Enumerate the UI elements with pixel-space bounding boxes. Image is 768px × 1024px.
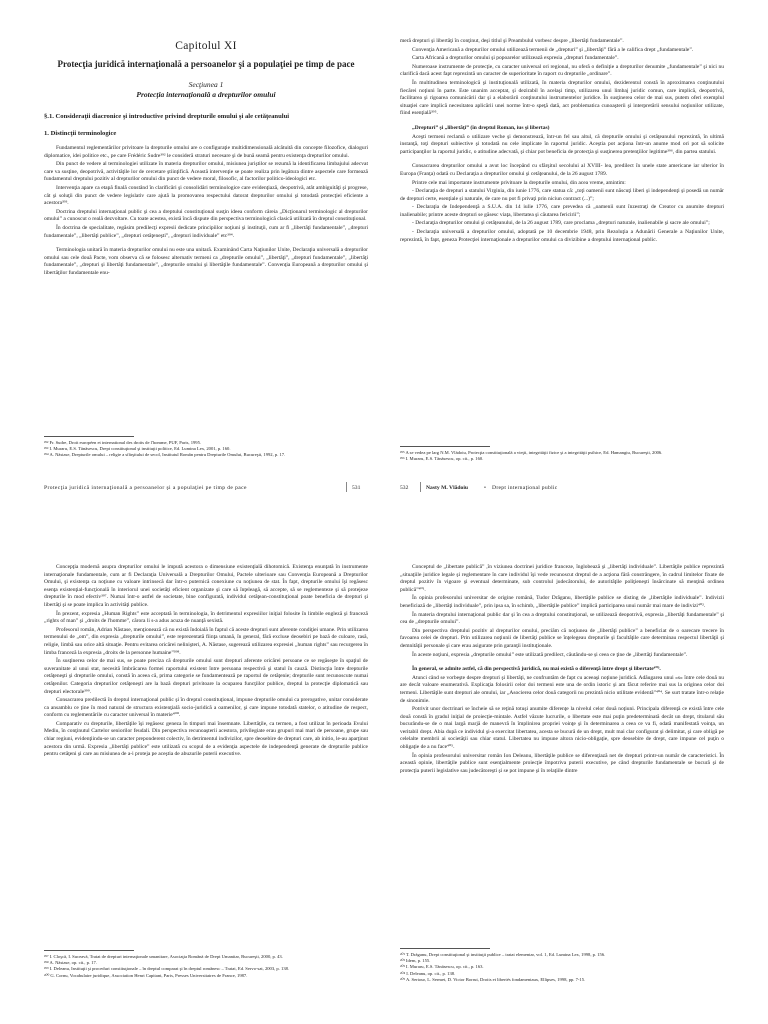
paragraph: În multitudinea terminologică şi instituţională utilizată, în materia drepturilor omului, deziderentul constă în aproximarea conţinutului fiecărei noţiuni în parte. Este unanim acceptat, şi dezirabil în acelaşi timp, utilizarea unui limbaj juridic comun, care implică, deopotrivă, facilitarea şi rigoarea comunicării dar şi a elaborării conţinutului instrumentelor juridice. În susţinerea celor de mai sus, putem oferi exemplul situaţiei care implică necesitatea aplicării unei norme într-o speţă dată, act problematica cunoaşterii şi interpretării sensului noţiunilor utilizate, fiind esenţială³⁹⁵. [400,79,724,117]
paragraph: Conceptul de „libertate publică” ,în viziunea doctrinei juridice franceze, înglobează şi „libertăţi individuale”. Libertăţile publice reprezintă „situaţiile juridice legale şi reglementare în care individul îşi vede recunoscut dreptul de a acţiona fără constrângere, în cadrul limitelor fixate de dreptul pozitiv în vigoare şi eventual determinate, sub controlul judecătorului, de autorităţile poliţieneşti însărcinate să menţină ordinea publică”⁴⁰¹. [400,564,724,593]
paragraph: Concepţia modernă asupra drepturilor omului le impută acestora o dimensiune existenţială dihotomică. Existenţa enunţată în instrumente internaţionale fundamentale, cum ar fi Declaraţia Universală a Drepturilor Omului, Pactele ulterioare sau Convenţia Europeană a Drepturilor Omului, şi existenţa ca noţiune cu valoare intrinsecă dar într-o puternică conexiune cu noţiunea de stat. În fapt, drepturile omului îşi regăsesc esenţa existenţial-funcţională în interiorul unei societăţi eficient organizate şi care să înţeleagă, să accepte, să se reglementeze şi să protejeze drepturile în mod efectiv³⁹⁷. Numai într-o astfel de societate, bine configurată, individul cetăţean-constituţional poate beneficia de drepturi şi libertăţi şi se poate implica în activităţi publice. [44,564,368,608]
page-534 [384,512,768,1024]
paragraph: Din perspectiva dreptului pozitiv al drepturilor omului, preciăm că noţiunea de „libertăţi publice” a beneficiat de o oarecare trecere în favoarea celei de drepturi. Prin utilizarea noţiunii de libertăţi publice se înţelegeau drepturile şi facultăţile care determinau respectul libertăţii şi demnităţii personale şi care erau asigurate prin garanţii instituţionale. [400,627,724,649]
paragraph: Din punct de vedere al terminologiei utilizate în materia drepturilor omului, misiunea juriştilor se rezumă la identificarea limbajului adecvat care va susţine, deopotrivă, activităţile lor de cercetare ştiinţifică. Această intervenţie se poate realiza prin legătura dintre aspectele care formează fundamentul dreptului pozitiv al drepturilor omului din punct de vedere moral, filosofic, al factorilor politico-ideologici etc. [44,161,368,183]
page-number: 531 [352,485,361,491]
chapter-subtitle: Protecţia juridică internaţională a persoanelor şi a populaţiei pe timp de pace [57,59,355,69]
paragraph: Aceşti termeni reclamă o utilizare veche şi demonstrează, într-un fel sau altul, că drepturile omului şi cetăţeanului reprezintă, în ultimă instanţă, toţi drepturi subiective şi totodată nu cele implicate în raportul juridic. Aceştia pot acţiona într-un anume mod ori pot să solicite participanţilor la raportul juridic, o atitudine adecvată, şi chiar pot beneficia de protecţia şi susţinerea pretenţiilor legitime³⁹⁶, din partea statului. [400,133,724,155]
footnote-separator [44,950,134,951]
footer-divider [346,482,347,492]
paragraph: - Declaraţia de drepturi a statului Virginia, din iunie 1776, care statua că: „toţi oamenii sunt născuţi liberi şi independenţi şi posedă un număr de drepturi certe, esenţiale şi naturale, de care nu pot fi privaţi prin niciun contract (...)”; [400,188,724,202]
footnotes [44,954,368,979]
paragraph: Potrivit unor doctrinari se încheie să se reţină totuşi anumite diferenţe la nivelul celor două noţiuni. Principala diferenţă ce există între cele două constă în gradul iniţial de proiecţie-mintale. Astfel văzute lucrurile, o libertate este mai puţin predeterminată decât un drept, titularul său bucurându-se de o mai largă marjă de manevră în împlinirea propriei voinţe şi în determinarea a ceea ce va fi, odată manifestată voinţa, un veritabil drept. Abia după ce individul şi-a exercitat libertatea, acesta se bucură de un drept, mult mai clar configurat şi delimitat, şi care obligă pe celelalte membrii ai societăţii sau chiar statul. Libertatea nu impune altora nicio-obligaţie, spre deosebire de drept, care impune cel puţin o obligaţie de a nu face⁴⁰⁵. [400,706,724,751]
paragraph: Terminologia unitară în materia drepturilor omului nu este una unitară. Examinând Carta Naţiunilor Unite, Declaraţia universală a drepturilor omului sau cele două Pacte, vom observa că se folosesc alternativ termeni ca „drepturile omului”, „libertăţi”, „drepturi fundamentale”, „libertăţi fundamentale”, „drepturi şi libertăţi fundamentale”, „drepturile omului şi libertăţile fundamentale”. Convenţia Europeană a drepturilor omului şi libertăţilor fundamentale enu- [44,247,368,276]
footnote: ³⁹⁵ A se vedea pe larg N.M. Vlădoiu, Protecţia constituţională a vieţii, integrităţii fizice şi a integrităţii psihice, Ed. Hamangiu, Bucureşti, 2006. [400,450,663,455]
footnotes [400,952,724,983]
paragraph: În materia dreptului internaţional public dar şi în cea a dreptului constituţional, se utilizează deopotrivă, expresia „libertăţi fundamentale” şi cea de „drepturile omului”. [400,611,724,626]
footnote: ³⁹⁹ I. Deleanu, Instituţii şi proceduri constituţionale – în dreptul comparat şi în dreptul românesc – Tratat, Ed. Servo-sat, 2003, p. 138. [44,966,290,972]
footnote: ³⁹⁸ A. Năstase, op. cit., p. 17. [44,960,97,966]
footnote: ³⁹³ I. Muraru, E.S. Tănăsescu, Drept constituţional şi instituţii politice, Ed. Lumina Lex, 2001, p. 160. [44,446,231,452]
running-footer-title: Protecţia juridică internaţională a persoanelor şi a populaţiei pe timp de pace [44,485,247,491]
paragraph-heading: „Drepturi” şi „libertăţi” (în dreptul Roman, ius şi libertas) [412,124,550,131]
paragraph: Consacrarea predilectă în dreptul internaţional public şi în dreptul constituţional, impune drepturile omului ca prerogative, unitar considerate ca ansamblu ce ţine în mod natural de structura existenţială socio-juridică a oamenilor, şi care impune totodată statelor, o atitudine de respect, conform cu reglementările cu caracter universal în materie⁴⁰⁰. [44,697,368,719]
paragraph: În susţinerea celor de mai sus, se poate preciza că drepturile omului sunt drepturi aferente oricărei persoane ce se regăseşte în spaţiul de suveranitate al unui stat, necesită îmbrăcarea formei raportului existent între persoana respectivă şi statul în cauză. Distincţia între drepturile cetăţeneşti şi drepturile omului, constă în aceea că, prima categorie se fundamentează pe raportul de cetăţenie; drepturile sunt recunoscute numai cetăţenilor. Categoria drepturilor cetăţeneşti are la bază drepturi privitoare la ocuparea funcţiilor publice, dreptul la protecţie diplomatică sau drepturi electorale³⁹⁹. [44,658,368,695]
paragraph: Numeroase instrumente de protecţie, cu caracter universal ori regional, nu oferă o definiţie a drepturilor denumite „fundamentale” şi nici nu clarifică dacă acest fapt reprezintă un caracter de superioritate în raport cu drepturile „ordinare”. [400,63,724,78]
paragraph: În aceste noţiuni, expresia „drepturile omului” este utilizată predilect, căutându-se și ceea ce ţine de „libertăţi fundamentale”. [412,651,688,658]
paragraph: Convenţia Americană a drepturilor omului utilizează termenii de „drepturi” şi „libertăţi” fără a le califica drept „fundamentale”. [412,46,694,53]
paragraph: meră drepturi şi libertăţi în conţinut, deşi titlul şi Preambulul vorbesc despre „libertăţi fundamentale”. [400,38,624,44]
paragraph: Doctrina dreptului internaţional public şi cea a dreptului constituţional susţin ideea conform căreia „Dicţionarul terminologic al drepturilor omului” a cunoscut o reală dezvoltare. Cu toate acestea, există încă dispute din perspectiva terminologică clasică utilizată în dreptul constituţional. [44,208,368,223]
footnote: ⁴⁰² Idem, p. 155. [400,958,431,964]
paragraph: Atunci când se vorbeşte despre drepturi şi libertăţi, ne confruntăm de fapt cu aceeaşi noţiune juridică. Adăugarea unui «s» între cele două nu are decât valoare enumerativă. Explicaţia folosirii celor doi termeni este una de ordin istoric şi am făcut referire mai sus la originea celor doi termeni. Libertăţile sunt drepturi ale omului, iar „Asocierea celor două categorii nu prezintă nicio utilitate evidentă”⁴⁰⁴. Se surt tratate într-o relaţie de sinonimie. [400,674,724,704]
footnote: ³⁹⁶ I. Muraru, E.S. Tănăsescu, op. cit., p. 160. [400,456,484,462]
footnote: ⁴⁰⁵ A. Sertour, L. Sermet, D. Victor Borrut, Droits et libertés fondamentaux, Ellipses, 1998, pp. 7-15. [400,976,586,982]
section-label: Secţiunea 1 [188,80,224,89]
paragraph: Printre cele mai importante instrumente privitoare la drepturile omului, din acea vreme, amintim: [412,179,626,186]
footnote: ³⁹⁷ I. Cloşcă, I. Suceavă, Tratat de drepturi internaţionale umanitare, Asociaţia Română de Drept Umanitar, Bucureşti, 2000, p. 43. [44,954,283,959]
chapter-title: Capitolul XI [175,40,237,52]
paragraph: În doctrina de specialitate, regăsim predilecţi expresii dedicate principiilor noţiuni şi instituţii, cum ar fi „libertăţi fundamentale”, „drepturi fundamentale”, „libertăţi publice”, „drepturi cetăţeneşti”, „drepturi individuale” etc³⁹⁴. [44,224,368,239]
paragraph: Comparativ cu drepturile, libertăţile îşi regăsesc geneza în timpuri mai însemnate. Libertăţile, ca termen, a fost utilizat în perioada Evului Mediu, în conţinutul Cartelor seniorilor feudali. Din perspectiva recunoaşterii acestora, privilegiate erau grupuri mai mari de persoane, grupe sau chiar regiuni, evidenţiindu-se un caracter preponderent colectiv, în detrimentul indivizilor, spre deosebire de drepturi care, ab initio, le-au aparţinut acestora din urmă. Expresia „libertăţi publice” este utilizată cu scopul de a evidenţia aspectele de independenţă generate de drepturile publice pentru cetăţeni şi care au misiunea de a-i proteja pe aceştia de abuzurile puterii executive. [44,720,368,758]
paragraph: În prezent, expresia „Human Rights” este acceptată în terminologia, în detrimentul expresiilor iniţial folosite în limbile engleză şi franceză „rights of man” şi „droits de l'homme”, cărora li s-a adus acuza de nuanţă sexistă. [44,610,368,625]
running-footer-title: Drept internaţional public [492,485,558,491]
footnotes [44,440,368,459]
page-532 [384,0,768,512]
paragraph: - Declaraţia de Independenţă a S.U.A. din 14 iulie 1776, care prevedea că „oamenii sunt înzestraţi de Creator cu anumite drepturi inalienabile; printre aceste drepturi se găsesc viaţa, libertatea şi căutarea fericirii”; [400,204,724,218]
subsection-heading: §.1. Consideraţii diacronice şi introductive privind drepturile omului şi ale cetăţeanului [44,113,290,120]
footnote: ⁴⁰¹ T. Drăganu, Drept constituţional şi instituţii publice – tratat elementar, vol. 1, Ed. Lumina Lex, 1998, p. 156. [400,952,606,957]
footnote: ³⁹⁴ A. Năstase, Drepturile omului – religie a sfârşitului de secol, Institutul Român pentru Drepturile Omului, Bucureşti, 1992, p. 17. [44,452,286,458]
paragraph: Profesorul român, Adrian Năstase, menţionează că nu există îndoială în faptul că aceste drepturi sunt aferente condiţiei umane. Prin utilizarea termenului de „om”, din expresia „drepturile omului”, este reprezentată fiinţa umană, în general, fără excluse deosebiri pe bază de culoare, rasă, religie, limbă sau orice altă situaţie. Pentru evitarea oricărei nelinişteri, A. Năstase, sugerează utilizarea expresiei „human rights” sau recurgerea în limba franceză la expresia „droits de la personne humaine”³⁹⁸. [44,626,368,656]
footer-divider [420,482,421,492]
running-footer-author: Nasty M. Vlădoiu [426,485,469,491]
footnote: ⁴⁰³ I. Muraru, E.S. Tănăsescu, op. cit., p. 163. [400,964,484,970]
paragraph: În opinia profesorului universitar de origine română, Tudor Drăganu, libertăţile publice se disting de „libertăţile individuale”. Indivizii beneficiază de „libertăţi individuale”, prin ipsa sa, în schimb, „libertăţile publice” implică participarea unui număr mai mare de indivizi⁴⁰². [400,595,724,609]
paragraph: În opinia profesorului universitar român Ion Deleanu, libertăţile publice se diferenţiază net de drepturi printr-un număr de caracteristici. În această opinie, libertăţile publice sunt esenţialmente proiecţie împotriva puterii executive, pe când drepturile fundamentale se bucură şi de protecţia puterii legislative sau judecătoreşti şi se pot impune şi în relaţiile dintre [400,752,724,774]
footnotes [400,450,724,462]
paragraph: Carta Africană a drepturilor omului şi popoarelor utilizează expresia „drepturi fundamentale”. [412,55,619,62]
page-number: 532 [400,485,409,491]
footnote: ⁴⁰⁴ I. Deleanu, op. cit., p. 138. [400,970,456,976]
footnote-separator [400,446,490,447]
paragraph: - Declaraţia drepturilor omului şi cetăţeanului, de la 26 august 1789, care proclama „drepturi naturale, inalienabile şi sacre ale omului”; [412,220,710,227]
footnote-separator [44,436,134,437]
page-533 [0,512,384,1024]
section-subtitle: Protecţia internaţională a drepturilor omului [136,90,276,99]
subheading: 1. Distincţii terminologice [44,130,117,137]
paragraph: Intervenţia apare ca etapă finală constând în clarificări şi consolidări terminologice care evidenţiază, deopotrivă, atât ambiguităţi şi progrese, cât şi soluţii din punct de vedere legislativ care ajută la promovarea respectului datorat drepturilor omului şi totodată protecţiei eficiente a acestora³⁹³. [44,184,368,207]
footnote: ³⁹² Fr. Sudre, Droit européen et international des droits de l'homme, PUF, Paris, 1995. [44,440,202,445]
paragraph: Consacrarea drepturilor omului a avut loc începând cu sfârşitul secolului al XVIII- lea, predilect în unele state americane iar ulterior în Europa (Franţa) odată cu Declaraţia a drepturilor omului şi cetăţeanului, de la 26 august 1789. [400,163,724,177]
footnote: ⁴⁰⁰ G. Cornu, Vocabulaire juridique, Association Henri Capitant, Paris, Presses Universitaires de France, 1987. [44,972,248,978]
paragraph: - Declaraţia universală a drepturilor omului, adoptată pe 10 decembrie 1948, prin Rezoluţia a Adunării Generale a Naţiunilor Unite, reprezintă, în fapt, geneza Protecţiei internaţionale a drepturilor omului ca divizibine a dreptului internaţional public. [400,229,724,243]
footnote-separator [400,948,490,949]
paragraph: În general, se admite astfel, că din perspectivă juridică, nu mai există o diferenţă între drept şi libertate⁴⁰³. [412,666,661,673]
page-531 [0,0,384,512]
bullet-icon: • [484,485,486,491]
paragraph: Fundamentul reglementărilor privitoare la drepturile omului are o configuraţie multidimensională alcătuită din concepte filozofice, dialoguri diplomatice, idei politice etc., pe care Frédéric Sudre³⁹² le consideră straturi necesare şi de bună seamă pentru existenţa drepturilor omului. [44,145,368,159]
